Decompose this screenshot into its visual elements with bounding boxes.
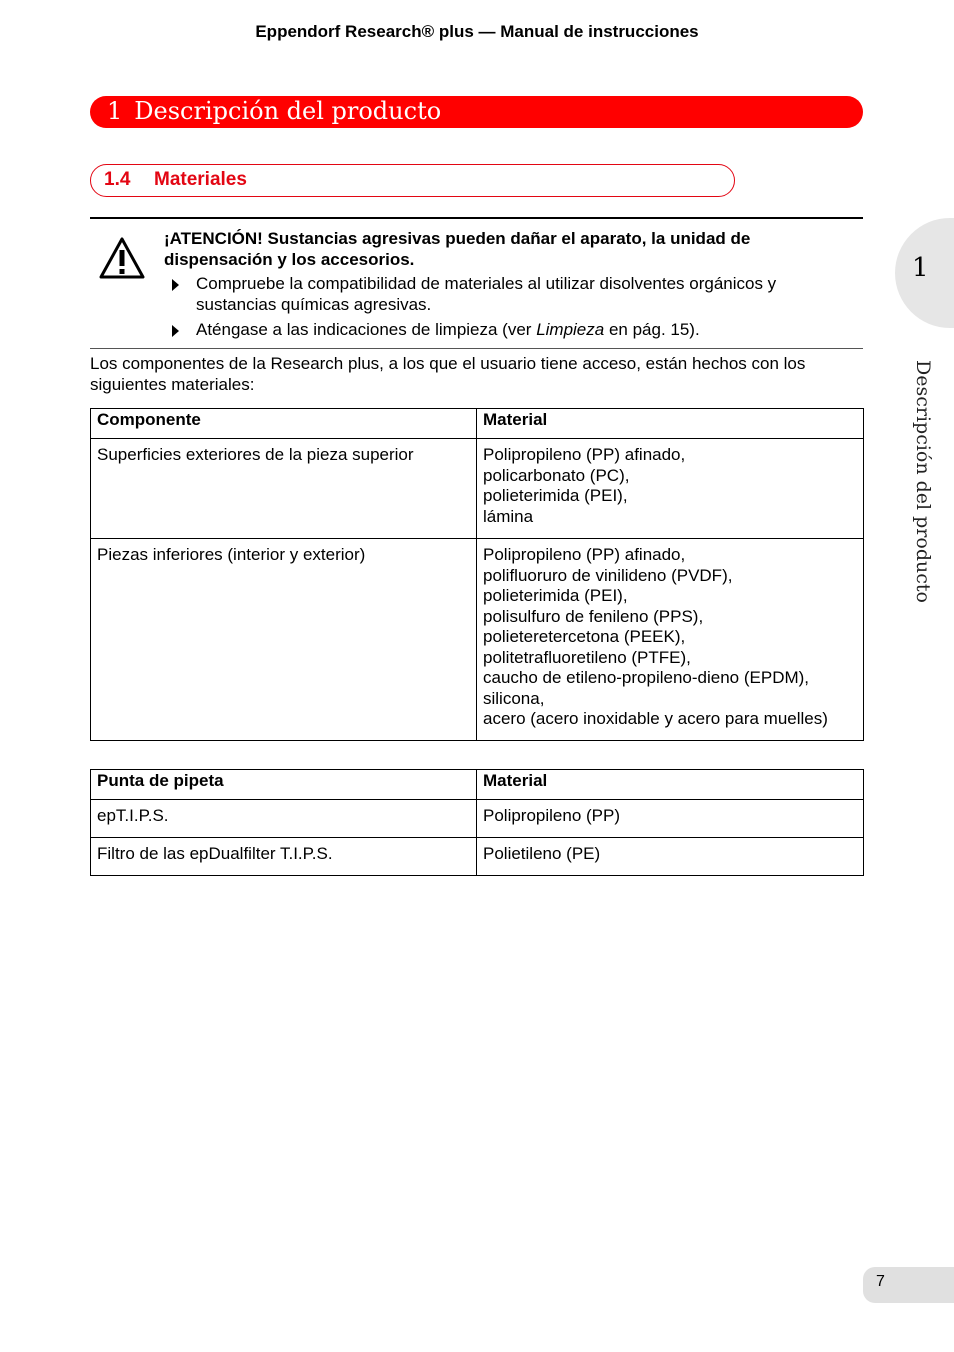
running-header: Eppendorf Research® plus — Manual de instrucciones: [255, 22, 699, 41]
side-chapter-title-text: Descripción del producto: [912, 360, 934, 603]
warning-bullet: [172, 320, 852, 341]
warning-bullet-text: Aténgase a las indicaciones de limpieza (ver Limpieza en pág. 15).: [196, 320, 700, 339]
section-number: 1.4: [104, 169, 131, 190]
table-row: [91, 439, 864, 539]
warning-triangle-icon: [98, 236, 146, 280]
warning-bullet: [172, 274, 852, 315]
table-cell: Polietileno (PE): [477, 838, 864, 876]
chapter-heading: [90, 96, 863, 128]
table-header: Punta de pipeta: [91, 770, 477, 800]
table-cell: Polipropileno (PP) afinado, policarbonato (PC), polieterimida (PEI), lámina: [477, 439, 864, 539]
side-tab-number: 1: [912, 253, 929, 283]
side-chapter-title: [907, 360, 933, 620]
bullet-arrow-icon: [172, 279, 179, 291]
table-header: Material: [477, 409, 864, 439]
page-number: 7: [876, 1273, 885, 1290]
table-header-row: [91, 409, 864, 439]
warning-top-rule: [90, 217, 863, 219]
table-row: [91, 539, 864, 741]
cross-reference: Limpieza: [536, 320, 605, 339]
section-heading: [90, 164, 735, 197]
bullet-arrow-icon: [172, 325, 179, 337]
table-cell: Polipropileno (PP): [477, 800, 864, 838]
table-header: Componente: [91, 409, 477, 439]
components-table: [90, 408, 864, 741]
chapter-number: 1: [107, 97, 123, 125]
table-header: Material: [477, 770, 864, 800]
table-cell: Polipropileno (PP) afinado, polifluoruro de vinilideno (PVDF), polieterimida (PEI), polisulfuro de fenileno (PPS), polieteretercetona (PEEK), politetrafluoretileno (PTFE), caucho de etileno-propileno-dieno (EPDM), silicona, acero (acero inoxidable y acero para muelles): [477, 539, 864, 741]
table-cell: Filtro de las epDualfilter T.I.P.S.: [91, 838, 477, 876]
warning-title: ¡ATENCIÓN! Sustancias agresivas pueden dañar el aparato, la unidad de dispensación y los accesorios.: [164, 229, 751, 269]
section-title: Materiales: [154, 169, 247, 190]
warning-bullet-text: Compruebe la compatibilidad de materiales al utilizar disolventes orgánicos y sustancias químicas agresivas.: [196, 274, 777, 314]
table-row: [91, 800, 864, 838]
warning-bottom-rule: [90, 348, 863, 349]
table-cell: Superficies exteriores de la pieza superior: [91, 439, 477, 539]
chapter-title: Descripción del producto: [134, 97, 442, 125]
intro-paragraph: Los componentes de la Research plus, a los que el usuario tiene acceso, están hechos con los siguientes materiales:: [90, 354, 806, 394]
table-row: [91, 838, 864, 876]
table-header-row: [91, 770, 864, 800]
table-cell: epT.I.P.S.: [91, 800, 477, 838]
table-cell: Piezas inferiores (interior y exterior): [91, 539, 477, 741]
pipette-tips-table: [90, 769, 864, 876]
